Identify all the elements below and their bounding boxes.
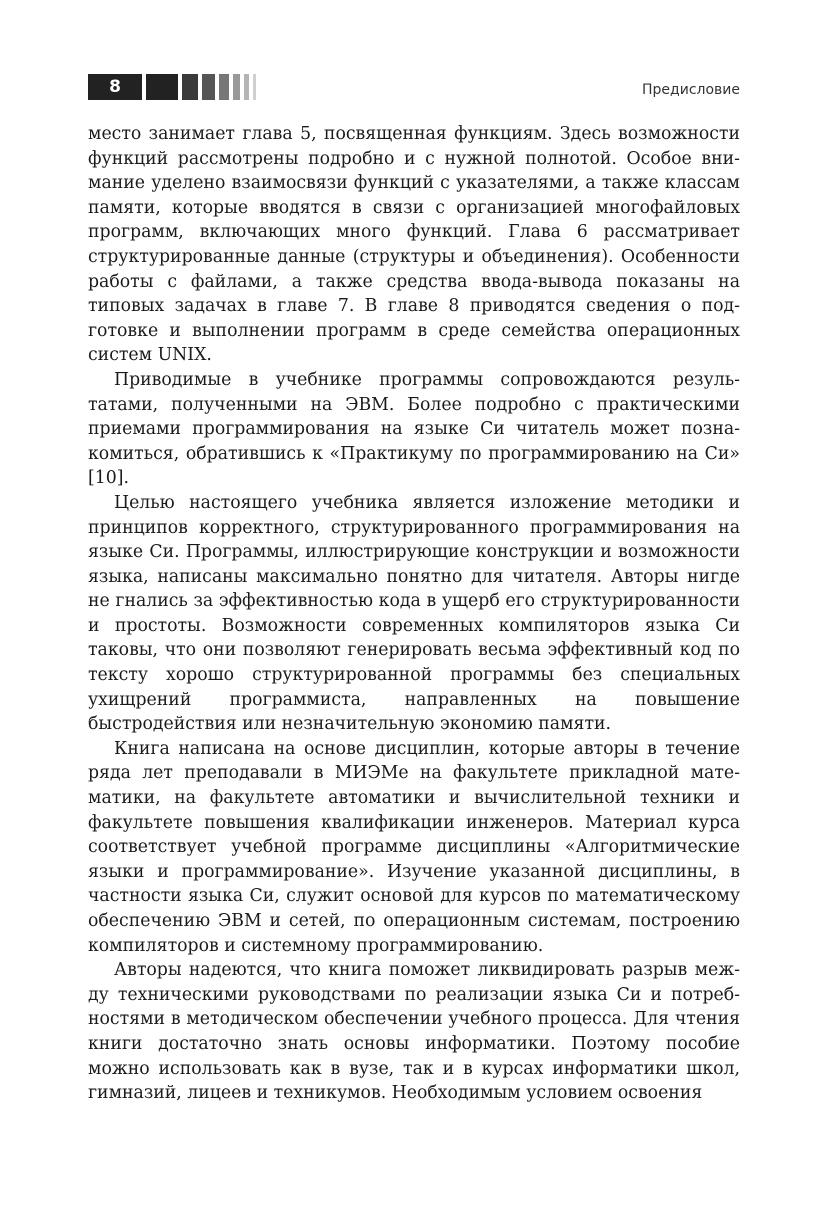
header-bar bbox=[219, 74, 229, 100]
header-bar bbox=[182, 74, 198, 100]
body-text bbox=[88, 122, 740, 1106]
header-bar bbox=[146, 74, 178, 100]
paragraph: Авторы надеются, что книга поможет ликвидировать разрыв между техническими руководствами по реализации языка Си и потребностями в методическом обеспечении учебного процесса. Для чтения книги достаточно знать основы информатики. Поэтому пособие можно использовать как в вузе, так и в курсах информатики школ, гимназий, лицеев и техникумов. Необходимым условием освоения bbox=[88, 960, 740, 1104]
header-bar bbox=[244, 74, 249, 100]
paragraph: Книга написана на основе дисциплин, которые авторы в течение ряда лет преподавали в МИЭМе на факультете прикладной математики, на факультете автоматики и вычислительной техники и факультете повышения квалификации инженеров. Материал курса соответствует учебной программе дисциплины «Алгоритмические языки и программирование». Изучение указанной дисциплины, в частности языка Си, служит основой для курсов по математическому обеспечению ЭВМ и сетей, по операционным системам, построению компиляторов и системному программированию. bbox=[88, 738, 740, 956]
header-bar bbox=[253, 74, 256, 100]
header-bar bbox=[202, 74, 215, 100]
paragraph: Целью настоящего учебника является изложение методики и принципов корректного, структурированного программирования на языке Си. Программы, иллюстрирующие конструкции и возможности языка, написаны максимально понятно для читателя. Авторы нигде не гнались за эффективностью кода в ущерб его структурированности и простоты. Возможности современных компиляторов языка Си таковы, что они позволяют генерировать весьма эффективный код по тексту хорошо структурированной программы без специальных ухищрений программиста, направленных на повышение быстродействия или незначительную экономию памяти. bbox=[88, 492, 740, 735]
running-title: Предисловие bbox=[642, 82, 740, 98]
header-bar bbox=[233, 74, 240, 100]
paragraph: Приводимые в учебнике программы сопровождаются результатами, полученными на ЭВМ. Более подробно с практическими приемами программирования на языке Си читатель может познакомиться, обратившись к «Практикуму по программированию на Си» [10]. bbox=[88, 369, 740, 489]
paragraph: место занимает глава 5, посвященная функциям. Здесь возможности функций рассмотрены подробно и с нужной полнотой. Особое внимание уделено взаимосвязи функций с указателями, а также классам памяти, которые вводятся в связи с организацией многофайловых программ, включающих много функций. Глава 6 рассматривает структурированные данные (структуры и объединения). Особенности работы с файлами, а также средства ввода-вывода показаны на типовых задачах в главе 7. В главе 8 приводятся сведения о подготовке и выполнении программ в среде семейства операционных систем UNIX. bbox=[88, 124, 740, 366]
page-number: 8 bbox=[88, 74, 142, 100]
page-header bbox=[88, 74, 740, 102]
